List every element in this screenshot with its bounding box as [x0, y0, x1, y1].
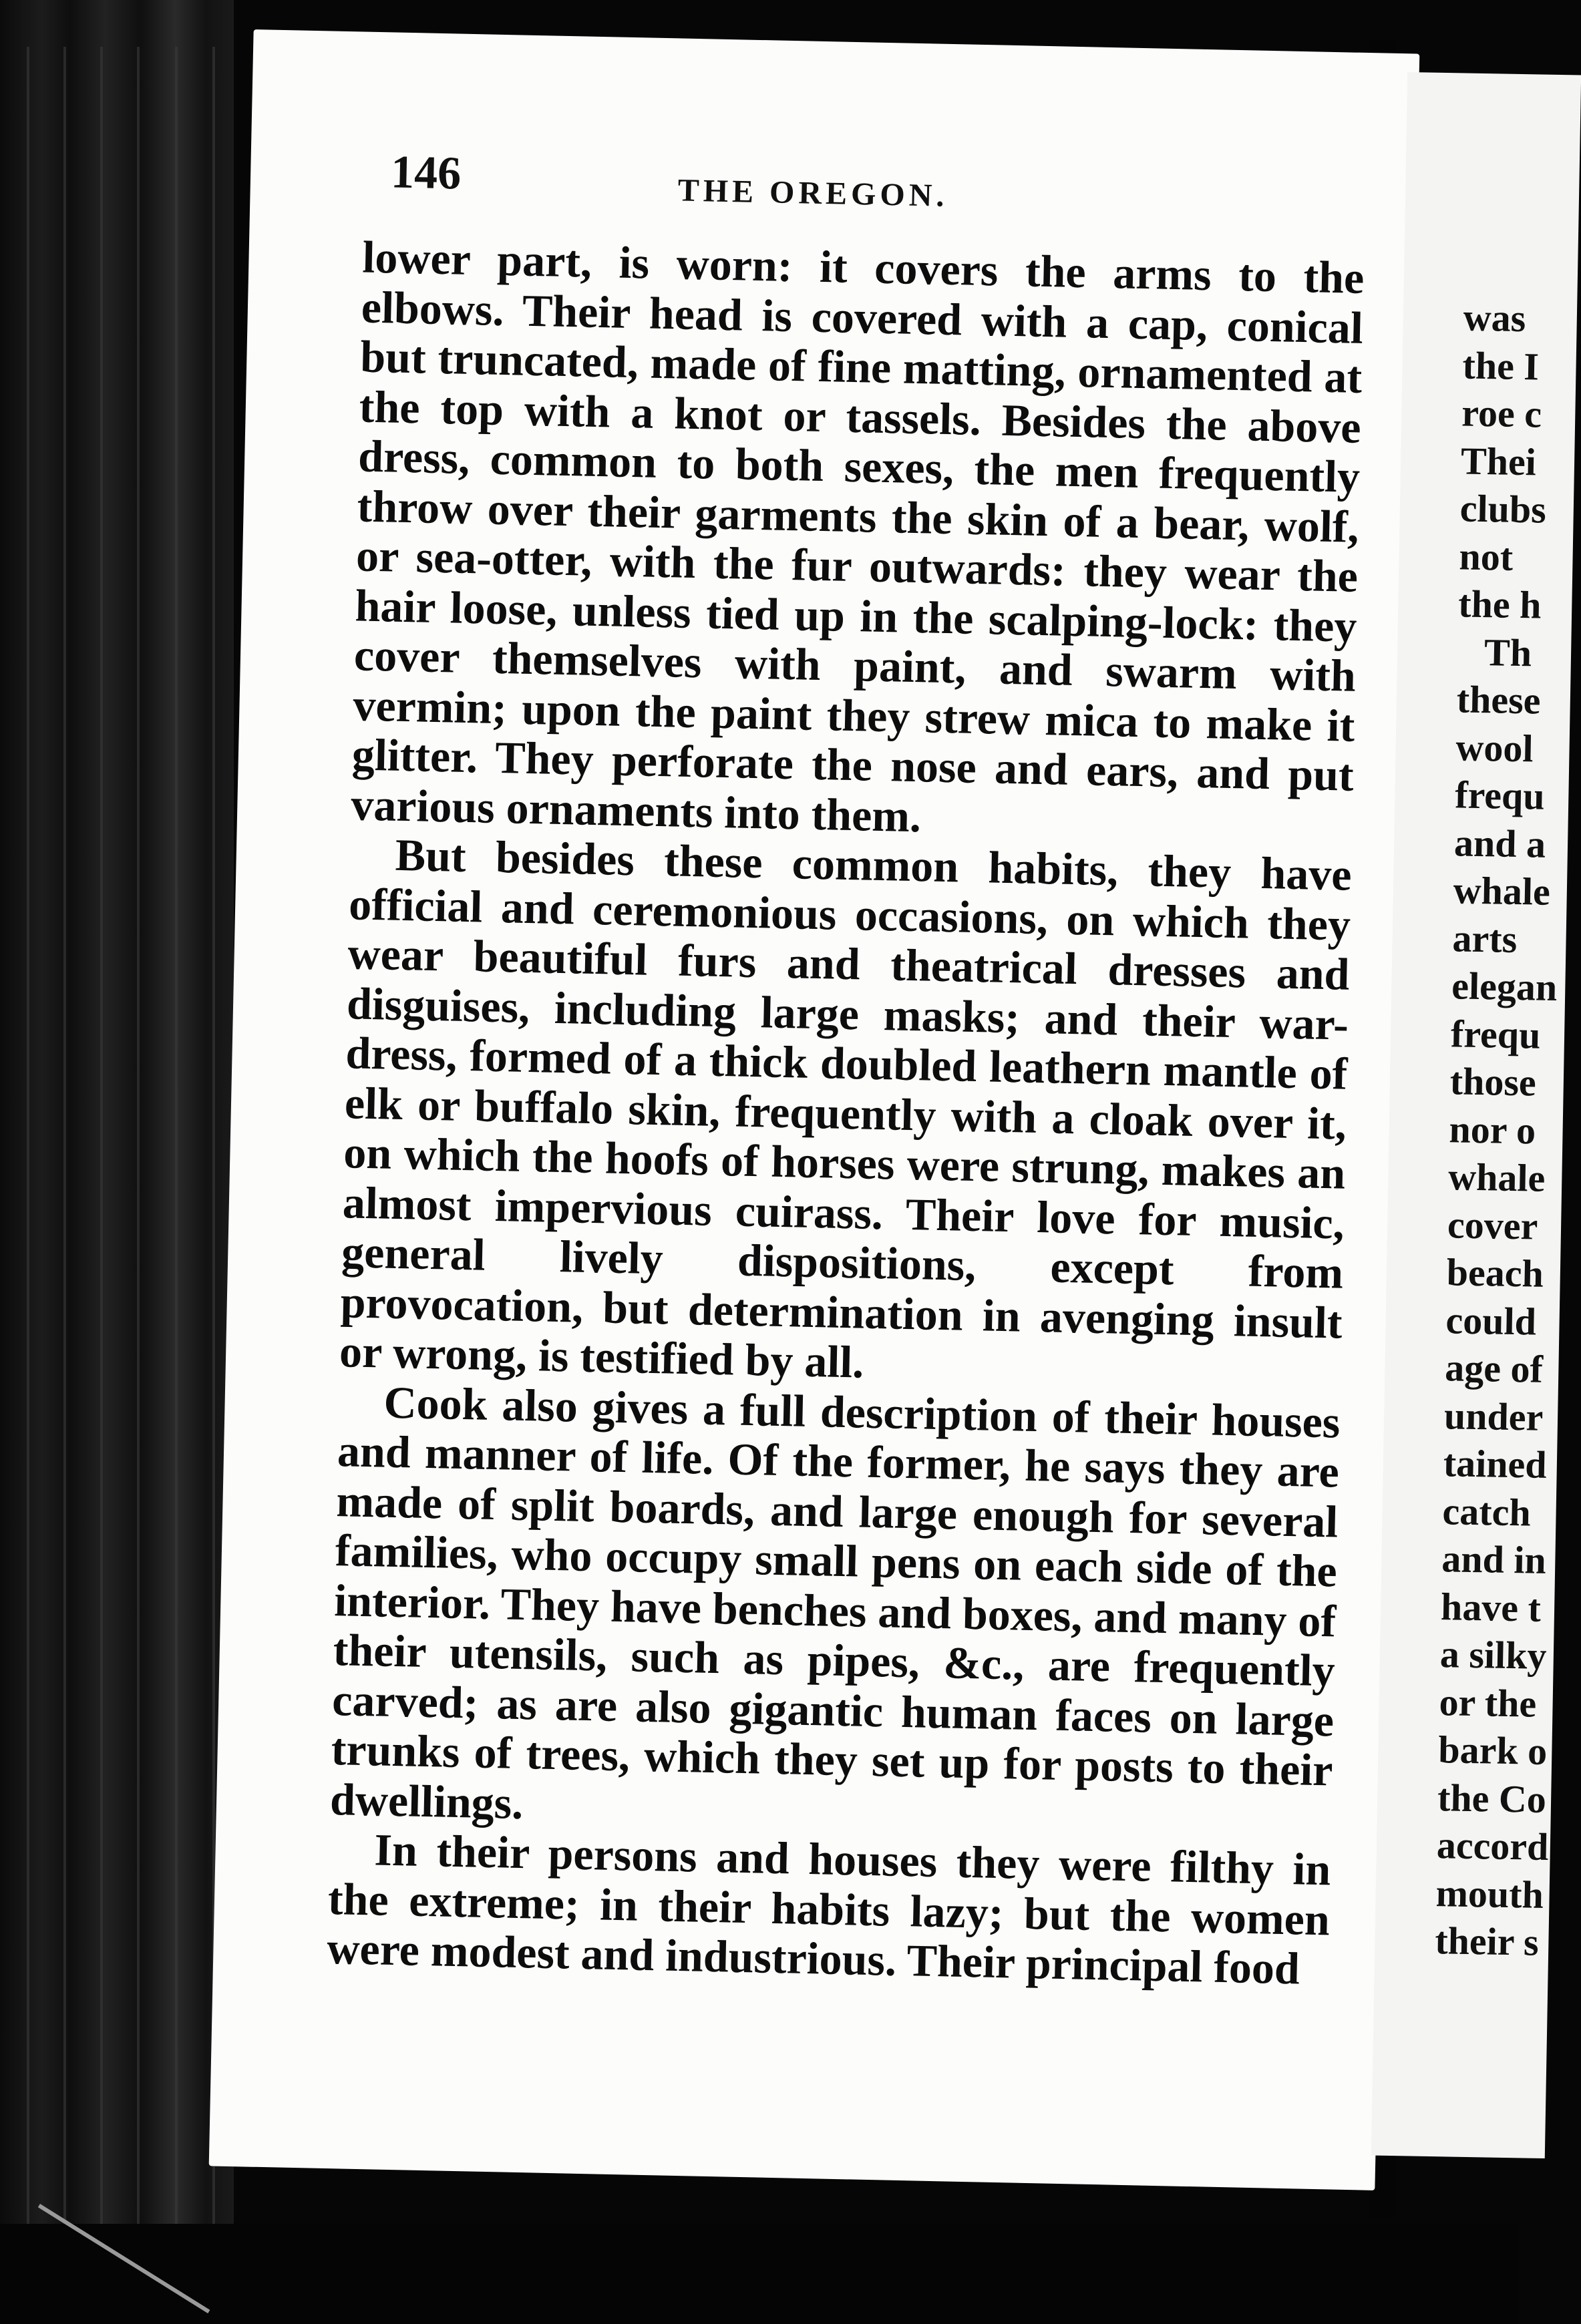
facing-line: accord	[1436, 1823, 1549, 1869]
facing-line: Thei	[1460, 438, 1537, 483]
paragraph: But besides these common habits, they have official and ceremonious occasions, on which they wear beautiful furs and theatrical dresses and disguises, including large masks; and their war-dress, formed of a thick doubled leathern mantle of elk or buffalo skin, frequently with a cloak over it, on which the hoofs of horses were strung, makes an almost impervious cuirass. Their love for music, general lively dispositions, except from provocation, but determination in avenging insult or wrong, is testified by all.	[339, 829, 1353, 1388]
facing-line: mouth	[1435, 1871, 1544, 1917]
facing-line: catch	[1442, 1489, 1532, 1535]
facing-line: bark o	[1437, 1728, 1548, 1773]
body-text	[327, 232, 1365, 1994]
facing-line: could	[1445, 1298, 1537, 1344]
facing-line: frequ	[1450, 1011, 1541, 1057]
facing-line: or the	[1439, 1680, 1537, 1726]
facing-line: frequ	[1454, 773, 1546, 818]
paragraph: lower part, is worn: it covers the arms to the elbows. Their head is covered with a cap, conical but truncated, made of fine matting, ornamented at the top with a knot or tassels. Besides the above dress, common to both sexes, the men frequently throw over their garments the skin of a bear, wolf, or sea-otter, with the fur outwards: they wear the hair loose, unless tied up in the scalping-lock: they cover themselves with paint, and swarm with vermin; upon the paint they strew mica to make it glitter. They perforate the nose and ears, and put various ornaments into them.	[350, 231, 1365, 841]
scan-background	[0, 2224, 1518, 2324]
facing-line: wool	[1455, 725, 1534, 770]
facing-line: a silky	[1439, 1632, 1548, 1678]
facing-line: elegan	[1451, 964, 1558, 1010]
book-binding-edge	[0, 0, 234, 2324]
facing-line: the I	[1462, 343, 1540, 388]
facing-line: arts	[1452, 916, 1518, 961]
facing-line: and in	[1441, 1537, 1547, 1582]
running-head: THE OREGON.	[677, 172, 948, 214]
facing-line: their s	[1434, 1919, 1540, 1964]
paragraph: In their persons and houses they were filthy in the extreme; in their habits lazy; but the women were modest and industrious. Their principal food	[326, 1824, 1332, 1994]
facing-line: the h	[1457, 582, 1542, 627]
facing-line: cover	[1447, 1202, 1538, 1248]
facing-line: under	[1443, 1393, 1544, 1439]
facing-line: roe c	[1461, 391, 1542, 436]
facing-line: those	[1449, 1059, 1537, 1105]
facing-line: tained	[1443, 1441, 1548, 1487]
page-number: 146	[390, 146, 462, 200]
facing-line: these	[1456, 677, 1542, 723]
book-page	[209, 29, 1420, 2190]
facing-line: and a	[1453, 820, 1546, 866]
facing-line: age of	[1444, 1346, 1544, 1391]
facing-line: not	[1459, 534, 1514, 579]
facing-page	[1371, 72, 1581, 2158]
facing-line: clubs	[1459, 486, 1547, 532]
facing-line: the Co	[1437, 1775, 1547, 1821]
paragraph: Cook also gives a full description of their houses and manner of life. Of the former, he says they are made of split boards, and large enough for several families, who occupy small pens on each side of the interior. They have benches and boxes, and many of their utensils, such as pipes, &c., are frequently carved; as are also gigantic human faces on large trunks of trees, which they set up for posts to their dwellings.	[329, 1376, 1341, 1828]
facing-line: whale	[1453, 868, 1551, 914]
facing-line: was	[1463, 295, 1526, 341]
facing-line: have t	[1440, 1584, 1542, 1630]
facing-line: Th	[1483, 630, 1532, 674]
facing-line: whale	[1447, 1155, 1546, 1200]
facing-page-text	[1435, 293, 1576, 1966]
facing-line: nor o	[1449, 1107, 1536, 1153]
facing-line: beach	[1446, 1250, 1544, 1296]
